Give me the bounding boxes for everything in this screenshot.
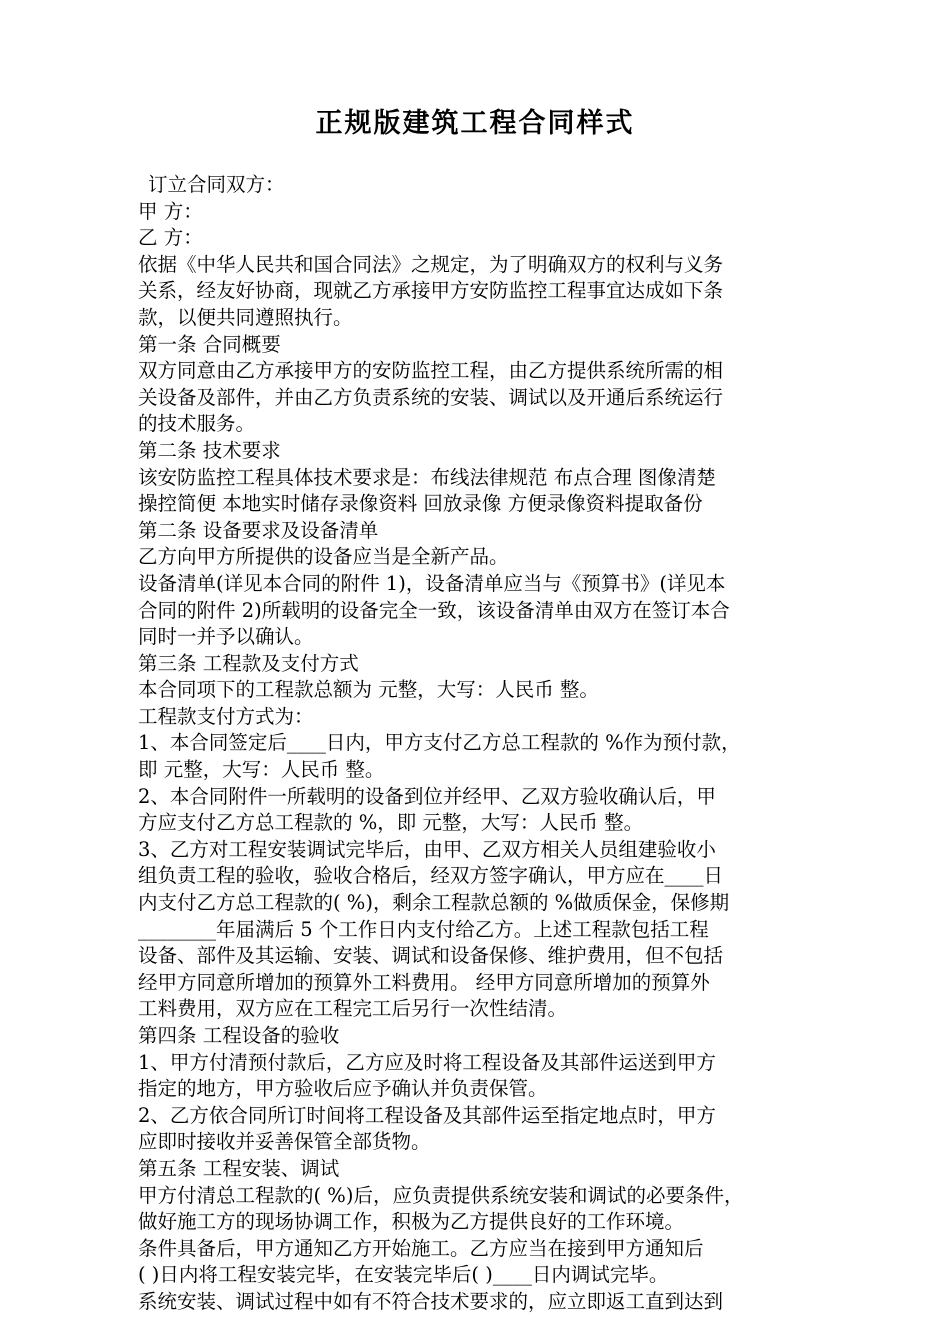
text-line: 依据《中华人民共和国合同法》之规定，为了明确双方的权利与义务 <box>138 252 724 276</box>
text-line: 1、甲方付清预付款后，乙方应及时将工程设备及其部件运送到甲方 <box>138 1050 716 1074</box>
text-line: 指定的地方，甲方验收后应予确认并负责保管。 <box>138 1077 548 1101</box>
text-line: 3、乙方对工程安装调试完毕后，由甲、乙双方相关人员组建验收小 <box>138 837 716 861</box>
section-heading: 第四条 工程设备的验收 <box>138 1024 340 1047</box>
text-line: 内支付乙方总工程款的( %)，剩余工程款总额的 %做质保金，保修期 <box>138 891 730 915</box>
text-line: 该安防监控工程具体技术要求是：布线法律规范 布点合理 图像清楚 <box>138 465 716 489</box>
text-line: 工程款支付方式为： <box>138 704 314 728</box>
document-body <box>138 172 814 1316</box>
text-line: 应即时接收并妥善保管全部货物。 <box>138 1130 431 1154</box>
text-line: 款，以便共同遵照执行。 <box>138 305 353 329</box>
section-heading: 第二条 设备要求及设备清单 <box>138 518 379 542</box>
text-line: 的技术服务。 <box>138 412 256 436</box>
text-line: 同时一并予以确认。 <box>138 625 314 649</box>
text-line: ________年届满后 5 个工作日内支付给乙方。上述工程款包括工程 <box>138 917 709 941</box>
text-line: 操控简便 本地实时储存录像资料 回放录像 方便录像资料提取备份 <box>138 492 703 516</box>
text-line: 设备、部件及其运输、安装、调试和设备保修、维护费用，但不包括 <box>138 944 724 968</box>
text-line: 甲方付清总工程款的( %)后，应负责提供系统安装和调试的必要条件， <box>138 1183 744 1207</box>
text-line: 关系，经友好协商，现就乙方承接甲方安防监控工程事宜达成如下条 <box>138 279 724 303</box>
text-line: 合同的附件 2)所载明的设备完全一致，该设备清单由双方在签订本合 <box>138 598 730 622</box>
text-line: 组负责工程的验收，验收合格后，经双方签字确认，甲方应在____日 <box>138 864 724 888</box>
section-heading: 第二条 技术要求 <box>138 438 281 462</box>
text-line: 系统安装、调试过程中如有不符合技术要求的，应立即返工直到达到 <box>138 1289 724 1313</box>
section-heading: 第三条 工程款及支付方式 <box>138 651 359 675</box>
text-line: 2、本合同附件一所载明的设备到位并经甲、乙双方验收确认后，甲 <box>138 784 716 808</box>
text-line: ( )日内将工程安装完毕，在安装完毕后( )____日内调试完毕。 <box>138 1263 669 1287</box>
text-line: 设备清单(详见本合同的附件 1)，设备清单应当与《预算书》(详见本 <box>138 571 726 595</box>
text-line: 工料费用，双方应在工程完工后另行一次性结清。 <box>138 997 568 1021</box>
text-line: 订立合同双方： <box>148 173 285 196</box>
section-heading: 第一条 合同概要 <box>138 332 281 356</box>
text-line: 条件具备后，甲方通知乙方开始施工。乙方应当在接到甲方通知后 <box>138 1236 704 1260</box>
text-line: 做好施工方的现场协调工作，积极为乙方提供良好的工作环境。 <box>138 1210 685 1234</box>
text-line: 方应支付乙方总工程款的 %，即 元整，大写：人民币 整。 <box>138 811 644 835</box>
text-line: 1、本合同签定后____日内，甲方支付乙方总工程款的 %作为预付款， <box>138 731 741 755</box>
text-line: 关设备及部件，并由乙方负责系统的安装、调试以及开通后系统运行 <box>138 385 724 409</box>
section-heading: 第五条 工程安装、调试 <box>138 1156 340 1180</box>
text-line: 2、乙方依合同所订时间将工程设备及其部件运至指定地点时，甲方 <box>138 1103 716 1127</box>
text-line: 本合同项下的工程款总额为 元整，大写：人民币 整。 <box>138 678 599 702</box>
text-line: 乙方向甲方所提供的设备应当是全新产品。 <box>138 545 509 569</box>
document-title: 正规版建筑工程合同样式 <box>315 108 635 139</box>
text-line: 甲 方： <box>138 199 203 223</box>
text-line: 乙 方： <box>138 226 203 250</box>
text-line: 双方同意由乙方承接甲方的安防监控工程，由乙方提供系统所需的相 <box>138 359 724 383</box>
text-line: 即 元整，大写：人民币 整。 <box>138 758 385 782</box>
text-line: 经甲方同意所增加的预算外工料费用。 经甲方同意所增加的预算外 <box>138 970 710 994</box>
